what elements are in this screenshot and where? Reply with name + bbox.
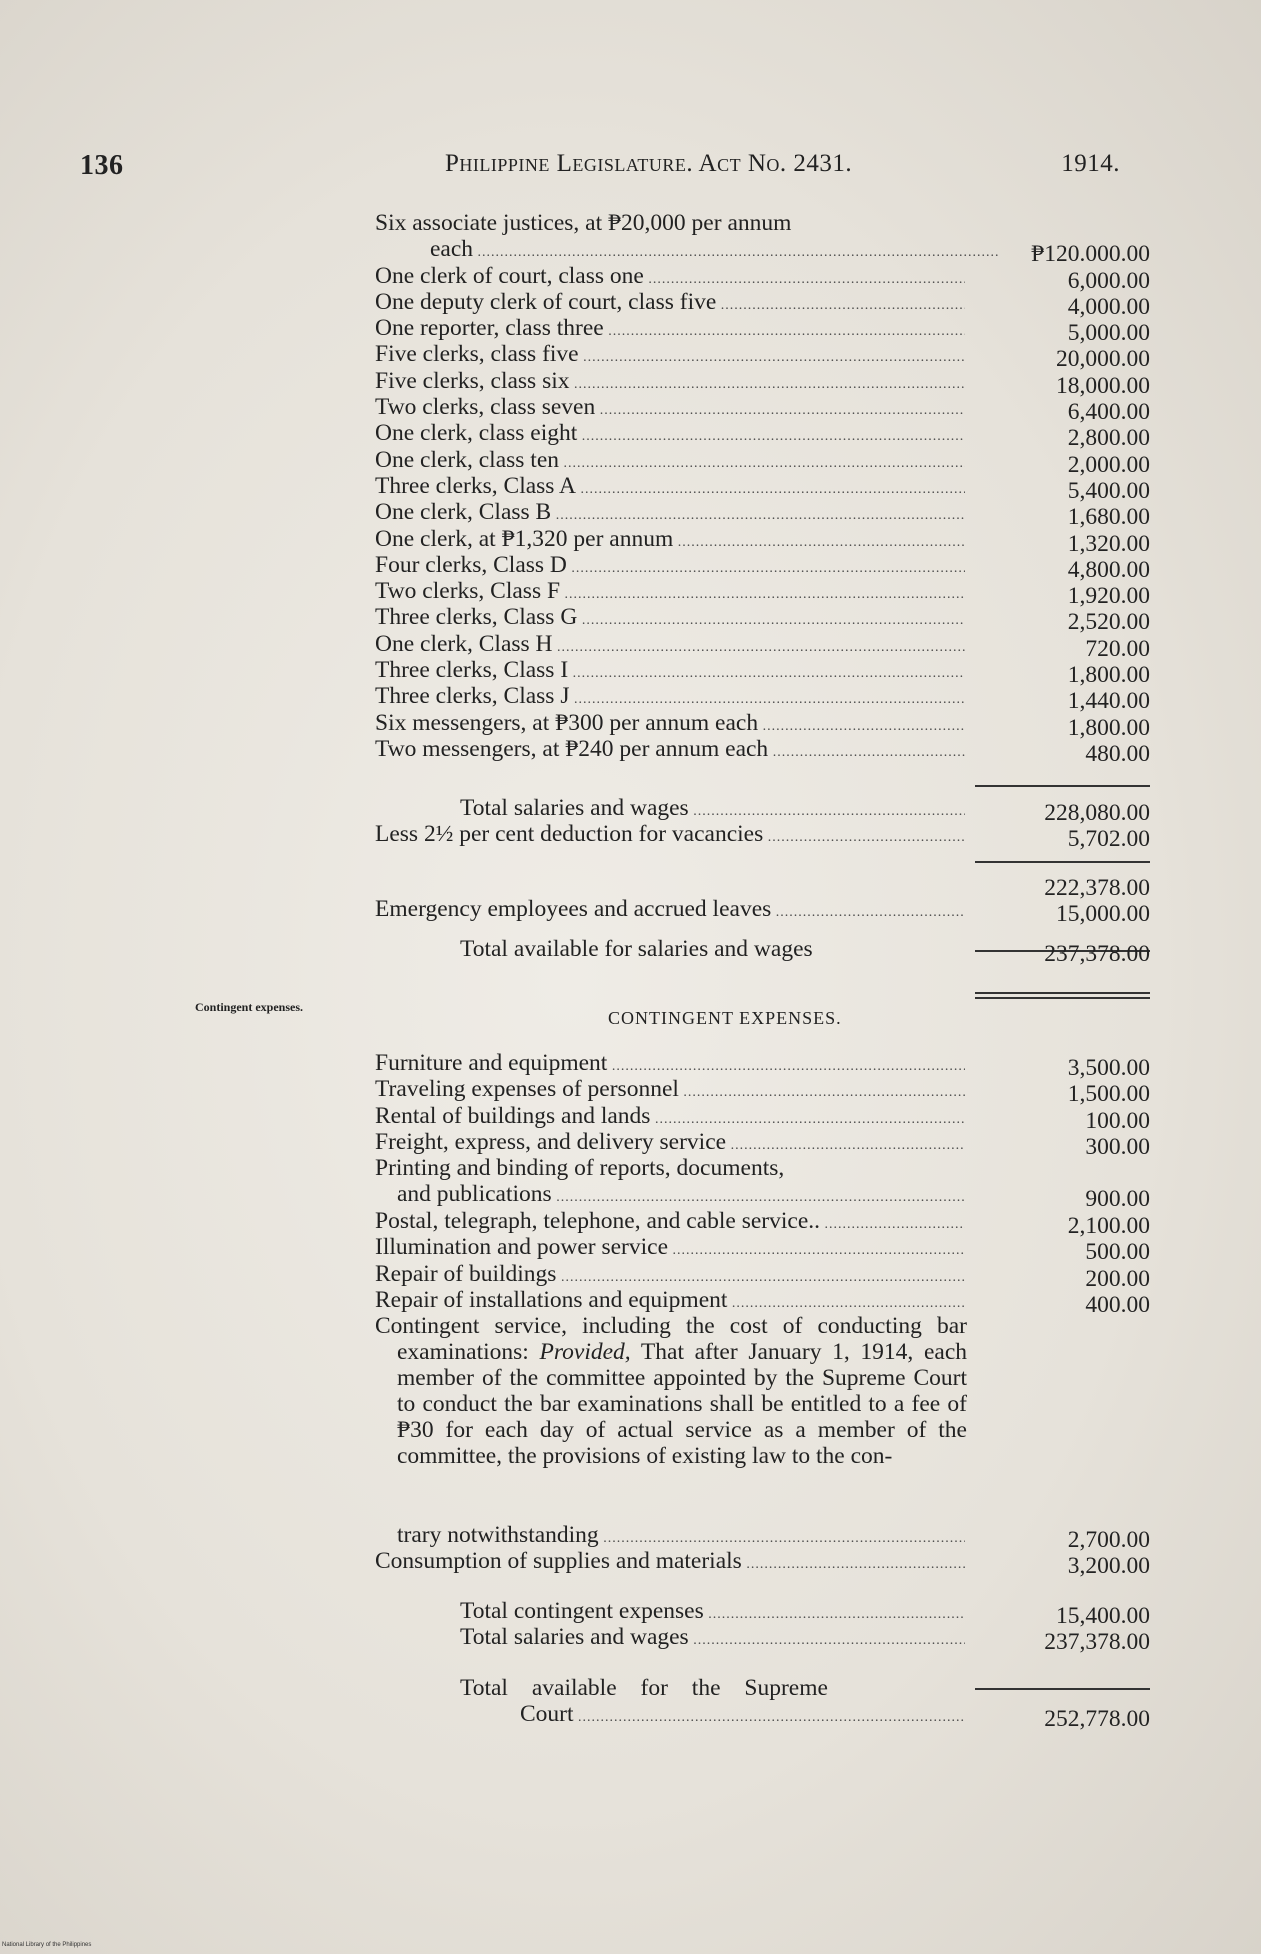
table-row: [375, 551, 1150, 583]
row-amount: 1,440.00: [1067, 688, 1150, 715]
table-row: [375, 262, 1150, 294]
header-year: 1914.: [1061, 150, 1120, 177]
table-row: [375, 1076, 1150, 1108]
service-amount: 2,700.00: [1067, 1527, 1150, 1553]
row-amount: 1,500.00: [1067, 1081, 1150, 1108]
row-amount: 2,100.00: [1067, 1213, 1150, 1239]
row-amount: 20,000.00: [1056, 346, 1150, 373]
rule: [975, 861, 1150, 863]
service-text-before: Contingent service, including the cost of conducting bar examinations:: [375, 1313, 967, 1366]
table-row: [375, 604, 1150, 636]
printing-row-1: [375, 1155, 1150, 1181]
row-amount: 5,000.00: [1067, 320, 1150, 347]
row-amount: 1,920.00: [1067, 583, 1150, 610]
row-description: Furniture and equipment .....: [375, 1050, 965, 1080]
table-row: [375, 630, 1150, 662]
row-amount: 1,800.00: [1067, 662, 1150, 689]
available-row: [375, 936, 1150, 968]
row-amount: 500.00: [1085, 1239, 1150, 1266]
row-description: One reporter, class three .....: [375, 315, 965, 345]
row-description: One clerk, class ten .....: [375, 447, 965, 477]
table-row: [375, 709, 1150, 741]
consumption-amount: 3,200.00: [1067, 1553, 1150, 1580]
row-amount: 1,680.00: [1067, 504, 1150, 531]
row-amount: 4,000.00: [1067, 293, 1150, 320]
table-row-continuation: [375, 236, 1150, 268]
emergency-row: [375, 895, 1150, 927]
row-amount: 200.00: [1085, 1265, 1150, 1292]
row-amount: 6,400.00: [1067, 399, 1150, 426]
table-row: [375, 472, 1150, 504]
row-description: Postal, telegraph, telephone, and cable service.. .....: [375, 1208, 965, 1238]
table-row: [375, 1234, 1150, 1266]
total-contingent-row: [375, 1598, 1150, 1629]
row-amount: 1,800.00: [1067, 714, 1150, 741]
page-number: 136: [80, 150, 124, 181]
contingent-totals: [375, 1598, 1150, 1732]
rule: [975, 785, 1150, 787]
row-amount: 2,520.00: [1067, 609, 1150, 636]
table-row: [375, 525, 1150, 557]
net-amount-row: [375, 870, 1150, 901]
available-amount: 237,378.00: [1044, 941, 1150, 968]
row-amount: 400.00: [1085, 1291, 1150, 1318]
row-amount: 720.00: [1085, 635, 1150, 662]
total-salaries-row-2: [375, 1624, 1150, 1656]
double-rule: [975, 992, 1150, 994]
row-description: Three clerks, Class G .....: [375, 604, 965, 634]
row-description: Two clerks, class seven .....: [375, 394, 965, 424]
footer-credit: National Library of the Philippines: [2, 1942, 92, 1948]
row-description: One clerk of court, class one .....: [375, 263, 965, 293]
total-salaries-row: [375, 795, 1150, 826]
row-amount: 2,800.00: [1067, 425, 1150, 452]
emergency-label: Emergency employees and accrued leaves .....: [375, 896, 965, 926]
table-row: [375, 735, 1150, 767]
table-row: [375, 341, 1150, 373]
row-amount: ₱120.000.00: [1031, 241, 1150, 268]
emergency-amount: 15,000.00: [1056, 900, 1150, 927]
table-row: [375, 315, 1150, 347]
printing-label-1: Printing and binding of reports, documents,: [375, 1155, 785, 1181]
row-amount: 2,000.00: [1067, 451, 1150, 478]
row-description: Two messengers, at ₱240 per annum each .....: [375, 736, 965, 766]
table-row: [375, 578, 1150, 610]
salaries-section: [375, 210, 1150, 767]
running-head: Philippine Legislature. Act No. 2431.: [445, 150, 853, 177]
service-text-after: That after January 1, 1914, each member of the committee appointed by the Supreme Court to conduct the bar examinations shall be entitled to a fee of ₱30 for each day of actual service as a member of the committee, the provisions of existing law to the con-: [397, 1339, 967, 1470]
table-row: [375, 499, 1150, 531]
printing-item: [375, 1155, 1150, 1213]
row-description: Four clerks, Class D .....: [375, 552, 965, 582]
table-row: [375, 1260, 1150, 1292]
table-row: [375, 1050, 1150, 1081]
net-amount: 222,378.00: [1044, 874, 1150, 901]
row-amount: 300.00: [1085, 1133, 1150, 1160]
row-description: Three clerks, Class I .....: [375, 657, 965, 687]
row-description: Three clerks, Class J .....: [375, 683, 965, 713]
grand-total-amount: 252,778.00: [1044, 1705, 1150, 1732]
row-description: Two clerks, Class F .....: [375, 578, 965, 608]
grand-total-row-2: [375, 1700, 1150, 1732]
row-amount: 18,000.00: [1056, 372, 1150, 399]
margin-note: Contingent expenses.: [195, 1000, 304, 1014]
row-description: Five clerks, class six .....: [375, 368, 965, 398]
table-row: [375, 367, 1150, 399]
printing-amount: 900.00: [1085, 1186, 1150, 1213]
row-amount: 100.00: [1085, 1107, 1150, 1134]
consumption-row: [375, 1548, 1150, 1580]
printing-row-2: [375, 1181, 1150, 1213]
service-final-row: [375, 1522, 1150, 1553]
row-description: One clerk, Class H .....: [375, 631, 965, 661]
table-row: [375, 1208, 1150, 1239]
table-row: [375, 1128, 1150, 1160]
row-description: Five clerks, class five .....: [375, 341, 965, 371]
less-deduction-row: [375, 821, 1150, 853]
row-description: Six associate justices, at ₱20,000 per annum: [375, 210, 792, 236]
total-salaries-amount-2: 237,378.00: [1044, 1629, 1150, 1656]
row-description: Repair of buildings .....: [375, 1261, 965, 1291]
table-row: [375, 657, 1150, 689]
table-row: [375, 210, 1150, 236]
table-row: [375, 1286, 1150, 1318]
total-salaries-label: Total salaries and wages .....: [460, 795, 965, 825]
contingent-items-2: [375, 1208, 1150, 1318]
grand-total-label-2: Court .....: [520, 1701, 965, 1731]
row-description: One deputy clerk of court, class five .....: [375, 289, 965, 319]
table-row: [375, 1102, 1150, 1134]
total-contingent-amount: 15,400.00: [1056, 1603, 1150, 1629]
table-row: [375, 394, 1150, 426]
grand-total-row-1: [375, 1675, 1150, 1701]
service-last-row: [375, 1522, 1150, 1580]
table-row: [375, 420, 1150, 452]
row-amount: 6,000.00: [1067, 267, 1150, 294]
total-contingent-label: Total contingent expenses .....: [460, 1598, 965, 1628]
contingent-heading: CONTINGENT EXPENSES.: [608, 1008, 842, 1028]
row-description-continuation: each .....: [430, 236, 998, 266]
table-row: [375, 288, 1150, 320]
row-description: One clerk, Class B .....: [375, 499, 965, 529]
less-deduction-label: Less 2½ per cent deduction for vacancies .....: [375, 821, 965, 851]
total-salaries-amount: 228,080.00: [1044, 800, 1150, 826]
less-deduction-amount: 5,702.00: [1067, 826, 1150, 853]
row-description: One clerk, class eight .....: [375, 420, 965, 450]
row-amount: 3,500.00: [1067, 1055, 1150, 1081]
row-amount: 5,400.00: [1067, 477, 1150, 504]
row-amount: 480.00: [1085, 740, 1150, 767]
row-description: Rental of buildings and lands .....: [375, 1103, 965, 1133]
salary-totals: [375, 795, 1150, 968]
total-salaries-label-2: Total salaries and wages .....: [460, 1624, 965, 1654]
contingent-service-text: [375, 1313, 967, 1470]
row-description: Repair of installations and equipment .....: [375, 1287, 965, 1317]
table-row: [375, 446, 1150, 478]
contingent-items: [375, 1050, 1150, 1160]
service-text-italic: Provided,: [539, 1339, 631, 1366]
printing-label-2: and publications .....: [397, 1181, 965, 1211]
table-row: [375, 683, 1150, 715]
row-description: Traveling expenses of personnel .....: [375, 1076, 965, 1106]
service-last-line: trary notwithstanding .....: [397, 1522, 965, 1552]
row-description: One clerk, at ₱1,320 per annum .....: [375, 526, 965, 556]
grand-total-label-1: Total available for the Supreme: [460, 1674, 828, 1701]
row-description: Three clerks, Class A .....: [375, 473, 965, 503]
row-description: Six messengers, at ₱300 per annum each .....: [375, 710, 965, 740]
row-amount: 4,800.00: [1067, 556, 1150, 583]
row-description: Freight, express, and delivery service .....: [375, 1129, 965, 1159]
page-header: [80, 150, 1120, 190]
consumption-label: Consumption of supplies and materials .....: [375, 1548, 965, 1578]
row-description: Illumination and power service .....: [375, 1234, 965, 1264]
row-amount: 1,320.00: [1067, 530, 1150, 557]
available-label: Total available for salaries and wages: [460, 936, 813, 963]
